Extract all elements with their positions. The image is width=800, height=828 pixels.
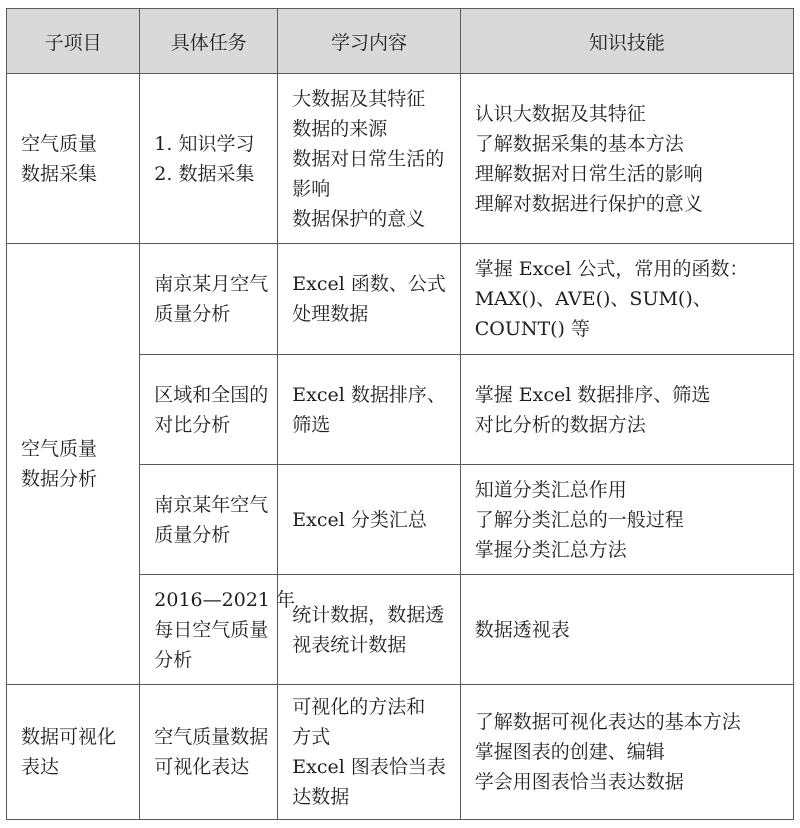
content-cell (278, 74, 460, 244)
task-line: 南京某月空气 (154, 273, 269, 295)
content-line: Excel 函数、公式 (292, 273, 446, 295)
content-line: 数据对日常生活的 (292, 147, 445, 170)
project-line: 数据可视化 (21, 726, 117, 748)
content-line: 视表统计数据 (292, 633, 407, 656)
content-line: 筛选 (292, 413, 331, 436)
task-line: 每日空气质量 (154, 618, 269, 641)
curriculum-table (6, 8, 794, 820)
header-row (7, 9, 794, 74)
skills-line: 数据透视表 (474, 618, 570, 641)
content-cell (278, 244, 460, 355)
skills-cell (460, 355, 793, 465)
content-line: 方式 (292, 726, 331, 748)
task-line: 1. 知识学习 (154, 132, 255, 155)
skills-line: 掌握 Excel 数据排序、筛选 (474, 383, 711, 406)
skills-line: 学会用图表恰当表达数据 (474, 771, 684, 793)
task-line: 空气质量数据 (154, 726, 269, 748)
content-cell (278, 465, 460, 575)
content-line: 大数据及其特征 (292, 87, 426, 110)
table-row (7, 244, 794, 355)
content-line: Excel 数据排序、 (292, 383, 446, 406)
skills-line: 认识大数据及其特征 (474, 102, 646, 125)
skills-cell (460, 74, 793, 244)
skills-line: 掌握分类汇总方法 (474, 538, 627, 561)
content-line: 达数据 (292, 786, 350, 808)
task-cell (140, 685, 278, 820)
task-line: 2. 数据采集 (154, 162, 255, 185)
task-line: 对比分析 (154, 413, 231, 436)
project-line: 空气质量 (21, 438, 98, 460)
content-line: 影响 (292, 177, 331, 200)
skills-line: COUNT() 等 (474, 318, 590, 340)
project-cell (7, 244, 140, 685)
content-line: 处理数据 (292, 303, 369, 325)
skills-line: 知道分类汇总作用 (474, 478, 627, 501)
task-line: 质量分析 (154, 523, 231, 546)
skills-cell (460, 575, 793, 685)
content-line: 数据保护的意义 (292, 207, 426, 230)
skills-line: 对比分析的数据方法 (474, 413, 646, 436)
project-line: 数据采集 (21, 162, 98, 185)
skills-line: 理解对数据进行保护的意义 (474, 192, 703, 215)
content-line: Excel 分类汇总 (292, 508, 427, 531)
skills-line: 了解数据可视化表达的基本方法 (474, 711, 741, 733)
skills-cell (460, 465, 793, 575)
task-cell (140, 355, 278, 465)
task-cell (140, 575, 296, 685)
task-line: 区域和全国的 (154, 383, 269, 406)
skills-line: 了解数据采集的基本方法 (474, 132, 684, 155)
skills-cell (460, 244, 793, 355)
content-line: 可视化的方法和 (292, 696, 426, 718)
table-row (7, 685, 794, 820)
task-line: 南京某年空气 (154, 493, 269, 516)
content-line: 数据的来源 (292, 117, 388, 140)
project-cell (7, 74, 140, 244)
header-learning-content: 学习内容 (278, 9, 460, 74)
project-line: 空气质量 (21, 132, 98, 155)
header-knowledge-skills: 知识技能 (460, 9, 793, 74)
task-cell (140, 74, 278, 244)
content-cell (278, 575, 460, 685)
content-cell (278, 355, 460, 465)
skills-cell (460, 685, 793, 820)
task-line: 2016—2021 年 (154, 588, 296, 611)
skills-line: 了解分类汇总的一般过程 (474, 508, 684, 531)
skills-line: 掌握 Excel 公式，常用的函数： (474, 258, 749, 280)
project-cell (7, 685, 140, 820)
task-line: 质量分析 (154, 303, 231, 325)
task-line: 分析 (154, 648, 193, 671)
skills-line: 理解数据对日常生活的影响 (474, 162, 703, 185)
skills-line: 掌握图表的创建、编辑 (474, 741, 665, 763)
task-cell (140, 465, 278, 575)
table-row (7, 74, 794, 244)
content-cell (278, 685, 460, 820)
task-cell (140, 244, 278, 355)
project-line: 表达 (21, 756, 60, 778)
task-line: 可视化表达 (154, 756, 250, 778)
skills-line: MAX()、AVE()、SUM()、 (474, 288, 712, 310)
content-line: 统计数据，数据透 (292, 603, 445, 626)
project-line: 数据分析 (21, 468, 98, 490)
header-sub-project: 子项目 (7, 9, 140, 74)
header-specific-task: 具体任务 (140, 9, 278, 74)
content-line: Excel 图表恰当表 (292, 756, 446, 778)
